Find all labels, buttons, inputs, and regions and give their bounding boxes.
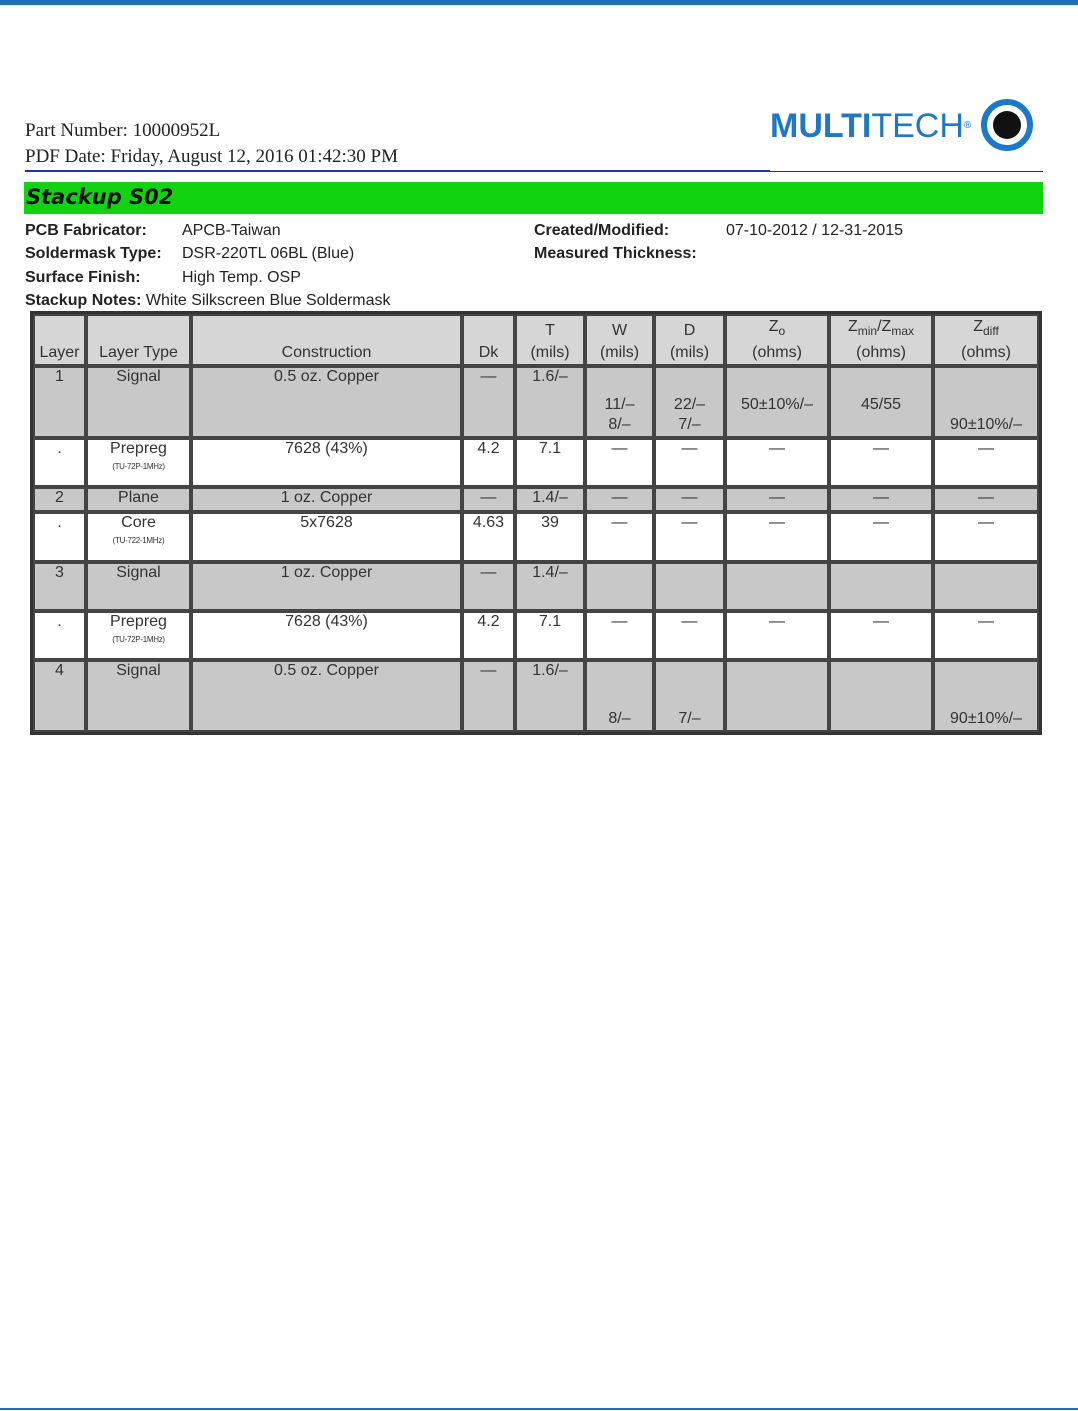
cell-layer: 1: [33, 366, 86, 438]
cell-d: —: [654, 487, 725, 512]
col-d: D (mils): [654, 314, 725, 366]
cell-construction: 1 oz. Copper: [191, 487, 462, 512]
created-label: Created/Modified:: [534, 222, 670, 239]
cell-z0: —: [725, 512, 829, 562]
cell-zdiff: —: [933, 512, 1039, 562]
cell-w: —: [585, 611, 654, 660]
cell-construction: 7628 (43%): [191, 611, 462, 660]
cell-zdiff: 90±10%/–: [933, 660, 1039, 732]
cell-type: Core (TU-722-1MHz): [86, 512, 191, 562]
table-row: [33, 366, 1039, 438]
cell-z0: —: [725, 438, 829, 487]
table-row: [33, 562, 1039, 611]
col-zmin-zmax: $Z_{min}/Z_{max}$ (ohms): [829, 314, 933, 366]
table-header-row: [33, 314, 1039, 366]
cell-d: —: [654, 512, 725, 562]
cell-w: [585, 562, 654, 611]
cell-type: Signal: [86, 366, 191, 438]
cell-zdiff: —: [933, 611, 1039, 660]
cell-t: 7.1: [515, 438, 585, 487]
cell-w: —: [585, 438, 654, 487]
finish-value: High Temp. OSP: [182, 269, 301, 286]
cell-w: —: [585, 512, 654, 562]
cell-layer: 4: [33, 660, 86, 732]
cell-dk: —: [462, 366, 515, 438]
cell-zdiff: —: [933, 487, 1039, 512]
cell-construction: 0.5 oz. Copper: [191, 366, 462, 438]
cell-d: —: [654, 438, 725, 487]
cell-w: —: [585, 487, 654, 512]
cell-z0: —: [725, 611, 829, 660]
cell-construction: 0.5 oz. Copper: [191, 660, 462, 732]
cell-type: Plane: [86, 487, 191, 512]
cell-type: Prepreg (TU-72P-1MHz): [86, 611, 191, 660]
col-zdiff: $Z_{diff}$ (ohms): [933, 314, 1039, 366]
cell-t: 1.6/–: [515, 366, 585, 438]
cell-type: Prepreg (TU-72P-1MHz): [86, 438, 191, 487]
col-z0: $Z_o$ (ohms): [725, 314, 829, 366]
cell-d: [654, 562, 725, 611]
soldermask-label: Soldermask Type:: [25, 245, 162, 262]
cell-w: 8/–: [585, 660, 654, 732]
cell-type: Signal: [86, 562, 191, 611]
cell-dk: —: [462, 562, 515, 611]
cell-zdiff: 90±10%/–: [933, 366, 1039, 438]
stackup-title: Stackup S02: [26, 185, 174, 209]
cell-dk: 4.2: [462, 438, 515, 487]
top-accent-bar: [0, 0, 1078, 5]
table-row: [33, 512, 1039, 562]
finish-label: Surface Finish:: [25, 269, 141, 286]
footer-rule: [0, 1408, 1078, 1410]
logo-circle-icon: [981, 99, 1033, 151]
cell-construction: 7628 (43%): [191, 438, 462, 487]
table-row: [33, 438, 1039, 487]
pdf-date: PDF Date: Friday, August 12, 2016 01:42:30 PM: [25, 146, 398, 167]
cell-type: Signal: [86, 660, 191, 732]
cell-dk: —: [462, 487, 515, 512]
created-value: 07-10-2012 / 12-31-2015: [726, 222, 904, 239]
cell-zmm: —: [829, 438, 933, 487]
cell-layer: .: [33, 438, 86, 487]
cell-t: 39: [515, 512, 585, 562]
cell-dk: 4.2: [462, 611, 515, 660]
cell-zmm: —: [829, 611, 933, 660]
cell-dk: —: [462, 660, 515, 732]
cell-w: 11/– 8/–: [585, 366, 654, 438]
col-dk: Dk: [462, 314, 515, 366]
table-row: [33, 660, 1039, 732]
cell-layer: 3: [33, 562, 86, 611]
fabricator-row: PCB Fabricator:: [25, 222, 147, 239]
col-construction: Construction: [191, 314, 462, 366]
cell-d: 7/–: [654, 660, 725, 732]
cell-layer: 2: [33, 487, 86, 512]
table-row: [33, 487, 1039, 512]
col-w: W (mils): [585, 314, 654, 366]
cell-d: —: [654, 611, 725, 660]
cell-construction: 5x7628: [191, 512, 462, 562]
col-layer: Layer: [33, 314, 86, 366]
multitech-logo: MULTITECH®: [770, 98, 1035, 154]
notes-row: Stackup Notes: White Silkscreen Blue Soldermask: [25, 292, 391, 309]
cell-construction: 1 oz. Copper: [191, 562, 462, 611]
cell-zdiff: [933, 562, 1039, 611]
cell-d: 22/– 7/–: [654, 366, 725, 438]
cell-z0: [725, 562, 829, 611]
fabricator-value: APCB-Taiwan: [182, 222, 281, 239]
col-t: T (mils): [515, 314, 585, 366]
cell-z0: —: [725, 487, 829, 512]
table-row: [33, 611, 1039, 660]
cell-z0: [725, 660, 829, 732]
cell-zmm: [829, 660, 933, 732]
cell-z0: 50±10%/–: [725, 366, 829, 438]
cell-zmm: —: [829, 487, 933, 512]
cell-zmm: [829, 562, 933, 611]
header-rule-right: [770, 171, 1043, 172]
cell-layer: .: [33, 512, 86, 562]
cell-zmm: 45/55: [829, 366, 933, 438]
header-rule: [25, 170, 770, 172]
cell-zmm: —: [829, 512, 933, 562]
stackup-title-bar: [24, 182, 1043, 214]
stackup-table: [30, 311, 1042, 735]
part-number: Part Number: 10000952L: [25, 120, 221, 141]
cell-t: 7.1: [515, 611, 585, 660]
col-layer-type: Layer Type: [86, 314, 191, 366]
cell-dk: 4.63: [462, 512, 515, 562]
cell-zdiff: —: [933, 438, 1039, 487]
cell-t: 1.4/–: [515, 487, 585, 512]
cell-layer: .: [33, 611, 86, 660]
cell-t: 1.4/–: [515, 562, 585, 611]
cell-t: 1.6/–: [515, 660, 585, 732]
thickness-label: Measured Thickness:: [534, 245, 697, 262]
soldermask-value: DSR-220TL 06BL (Blue): [182, 245, 355, 262]
